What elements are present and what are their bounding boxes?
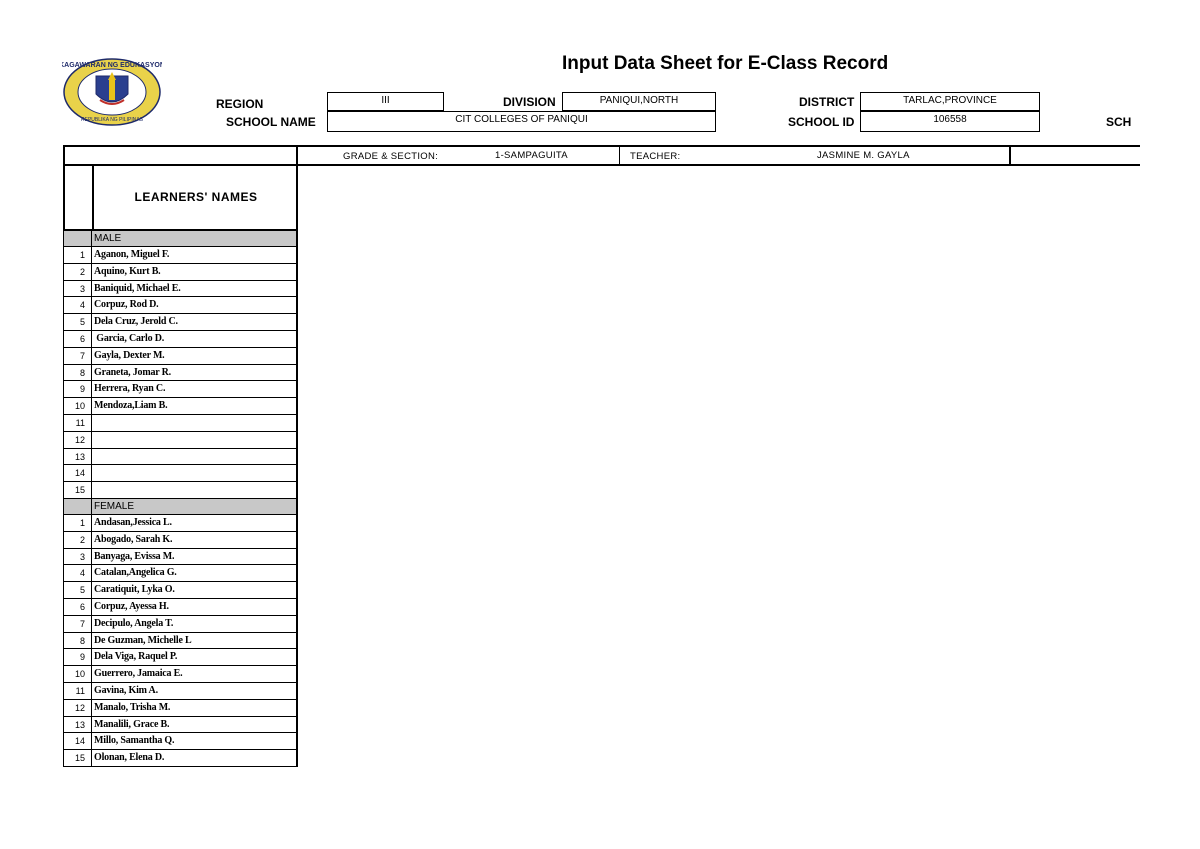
district-label: DISTRICT	[799, 95, 855, 109]
row-number: 15	[64, 482, 92, 498]
male-learner-row[interactable]	[64, 281, 296, 298]
seal-top-text: KAGAWARAN NG EDUKASYON	[62, 62, 162, 69]
learner-name-cell[interactable]: Graneta, Jomar R.	[94, 366, 171, 378]
female-learner-row[interactable]	[64, 700, 296, 717]
learner-name-cell[interactable]: Dela Cruz, Jerold C.	[94, 316, 178, 328]
row-number: 7	[64, 616, 92, 632]
row-number: 4	[64, 297, 92, 313]
learner-name-cell[interactable]: Aquino, Kurt B.	[94, 265, 161, 277]
male-learner-row[interactable]	[64, 415, 296, 432]
learner-name-cell[interactable]: Baniquid, Michael E.	[94, 282, 181, 294]
row-number: 10	[64, 398, 92, 414]
division-label: DIVISION	[503, 95, 556, 109]
row-number: 14	[64, 465, 92, 481]
row-number: 1	[64, 515, 92, 531]
row-number: 10	[64, 666, 92, 682]
male-learner-row[interactable]	[64, 297, 296, 314]
male-learner-row[interactable]	[64, 348, 296, 365]
learner-name-cell[interactable]	[92, 482, 296, 498]
male-learner-row[interactable]	[64, 264, 296, 281]
row-number: 13	[64, 449, 92, 465]
male-learner-row[interactable]	[64, 482, 296, 499]
row-number: 5	[64, 314, 92, 330]
page-title: Input Data Sheet for E-Class Record	[562, 53, 889, 74]
female-learner-row[interactable]	[64, 633, 296, 650]
row-number: 12	[64, 432, 92, 448]
learner-name-cell[interactable]: Caratiquit, Lyka O.	[94, 584, 175, 596]
male-learner-row[interactable]	[64, 314, 296, 331]
learner-name-cell[interactable]: Corpuz, Rod D.	[94, 299, 159, 311]
female-learner-row[interactable]	[64, 532, 296, 549]
region-value-field[interactable]: III	[327, 92, 444, 111]
learner-name-cell[interactable]	[92, 465, 296, 481]
division-value-field[interactable]: PANIQUI,NORTH	[562, 92, 716, 111]
female-learner-row[interactable]	[64, 599, 296, 616]
school-name-label: SCHOOL NAME	[226, 115, 316, 129]
female-learner-row[interactable]	[64, 683, 296, 700]
female-learner-row[interactable]	[64, 733, 296, 750]
learner-name-cell[interactable]: Gayla, Dexter M.	[94, 349, 165, 361]
learner-name-cell[interactable]: Abogado, Sarah K.	[94, 533, 173, 545]
row-number: 13	[64, 717, 92, 733]
learners-names-heading: LEARNERS' NAMES	[134, 190, 258, 204]
female-group-label: FEMALE	[94, 500, 135, 512]
female-learner-row[interactable]	[64, 666, 296, 683]
row-number: 4	[64, 565, 92, 581]
row-number: 2	[64, 532, 92, 548]
row-number: 3	[64, 549, 92, 565]
row-number: 15	[64, 750, 92, 766]
learner-name-cell[interactable]: Herrera, Ryan C.	[94, 383, 166, 395]
female-learner-row[interactable]	[64, 717, 296, 734]
learners-roster	[63, 231, 298, 767]
row-number: 6	[64, 599, 92, 615]
school-id-field[interactable]: 106558	[860, 111, 1040, 132]
male-learner-row[interactable]	[64, 247, 296, 264]
female-group-row	[64, 499, 296, 515]
divider	[296, 147, 298, 164]
deped-seal-logo	[62, 58, 162, 126]
male-learner-row[interactable]	[64, 465, 296, 482]
row-number: 11	[64, 415, 92, 431]
learner-name-cell[interactable]: Mendoza,Liam B.	[94, 400, 168, 412]
row-number: 8	[64, 365, 92, 381]
region-label: REGION	[216, 97, 264, 111]
grade-section-value[interactable]: 1-SAMPAGUITA	[495, 150, 568, 161]
male-learner-row[interactable]	[64, 331, 296, 348]
male-learner-row[interactable]	[64, 449, 296, 466]
female-learner-row[interactable]	[64, 649, 296, 666]
female-learner-row[interactable]	[64, 515, 296, 532]
learner-name-cell[interactable]: Decipulo, Angela T.	[94, 617, 174, 629]
learner-name-cell[interactable]: De Guzman, Michelle L	[94, 634, 192, 646]
learner-name-cell[interactable]: Aganon, Miguel F.	[94, 249, 170, 260]
male-group-label: MALE	[94, 233, 122, 244]
row-number: 14	[64, 733, 92, 749]
row-number: 11	[64, 683, 92, 699]
female-learner-row[interactable]	[64, 616, 296, 633]
row-number: 8	[64, 633, 92, 649]
school-year-label-partial: SCH	[1106, 115, 1132, 129]
district-value-field[interactable]: TARLAC,PROVINCE	[860, 92, 1040, 111]
divider	[619, 147, 620, 164]
learner-name-cell[interactable]: Corpuz, Ayessa H.	[94, 600, 169, 612]
male-learner-row[interactable]	[64, 432, 296, 449]
female-learner-row[interactable]	[64, 565, 296, 582]
female-learner-row[interactable]	[64, 750, 296, 767]
divider	[1009, 147, 1011, 164]
row-number: 2	[64, 264, 92, 280]
learner-name-cell[interactable]	[92, 449, 296, 465]
row-number: 5	[64, 582, 92, 598]
learner-name-cell[interactable]: Manalili, Grace B.	[94, 718, 170, 730]
learners-names-header	[63, 165, 298, 231]
learner-name-cell[interactable]: Manalo, Trisha M.	[94, 701, 171, 713]
learner-name-cell[interactable]	[92, 415, 296, 431]
row-number: 3	[64, 281, 92, 297]
learner-name-cell[interactable]: Catalan,Angelica G.	[94, 567, 177, 579]
learner-name-cell[interactable]: Millo, Samantha Q.	[94, 735, 175, 747]
row-number: 12	[64, 700, 92, 716]
learner-name-cell[interactable]: Garcia, Carlo D.	[94, 332, 165, 344]
learner-name-cell[interactable]: Andasan,Jessica L.	[94, 516, 172, 528]
learner-name-cell[interactable]: Banyaga, Evissa M.	[94, 550, 175, 562]
male-learner-row[interactable]	[64, 381, 296, 398]
learner-name-cell[interactable]: Gavina, Kim A.	[94, 684, 158, 696]
seal-bottom-text: REPUBLIKA NG PILIPINAS	[81, 117, 143, 123]
learner-name-cell[interactable]: Guerrero, Jamaica E.	[94, 668, 183, 680]
teacher-value[interactable]: JASMINE M. GAYLA	[817, 150, 910, 161]
teacher-label: TEACHER:	[630, 151, 681, 162]
row-number: 9	[64, 381, 92, 397]
school-id-label: SCHOOL ID	[788, 115, 855, 129]
male-learner-row[interactable]	[64, 398, 296, 415]
row-number: 9	[64, 649, 92, 665]
row-number: 7	[64, 348, 92, 364]
female-learner-row[interactable]	[64, 549, 296, 566]
female-learner-row[interactable]	[64, 582, 296, 599]
grade-section-label: GRADE & SECTION:	[343, 151, 439, 162]
male-learner-row[interactable]	[64, 365, 296, 382]
learner-name-cell[interactable]: Olonan, Elena D.	[94, 752, 165, 764]
grade-section-row	[63, 145, 1140, 166]
male-group-row	[64, 231, 296, 247]
learner-name-cell[interactable]: Dela Viga, Raquel P.	[94, 651, 178, 663]
row-number: 6	[64, 331, 92, 347]
school-name-field[interactable]: CIT COLLEGES OF PANIQUI	[327, 111, 716, 132]
row-number: 1	[64, 247, 92, 263]
learner-name-cell[interactable]	[92, 432, 296, 448]
